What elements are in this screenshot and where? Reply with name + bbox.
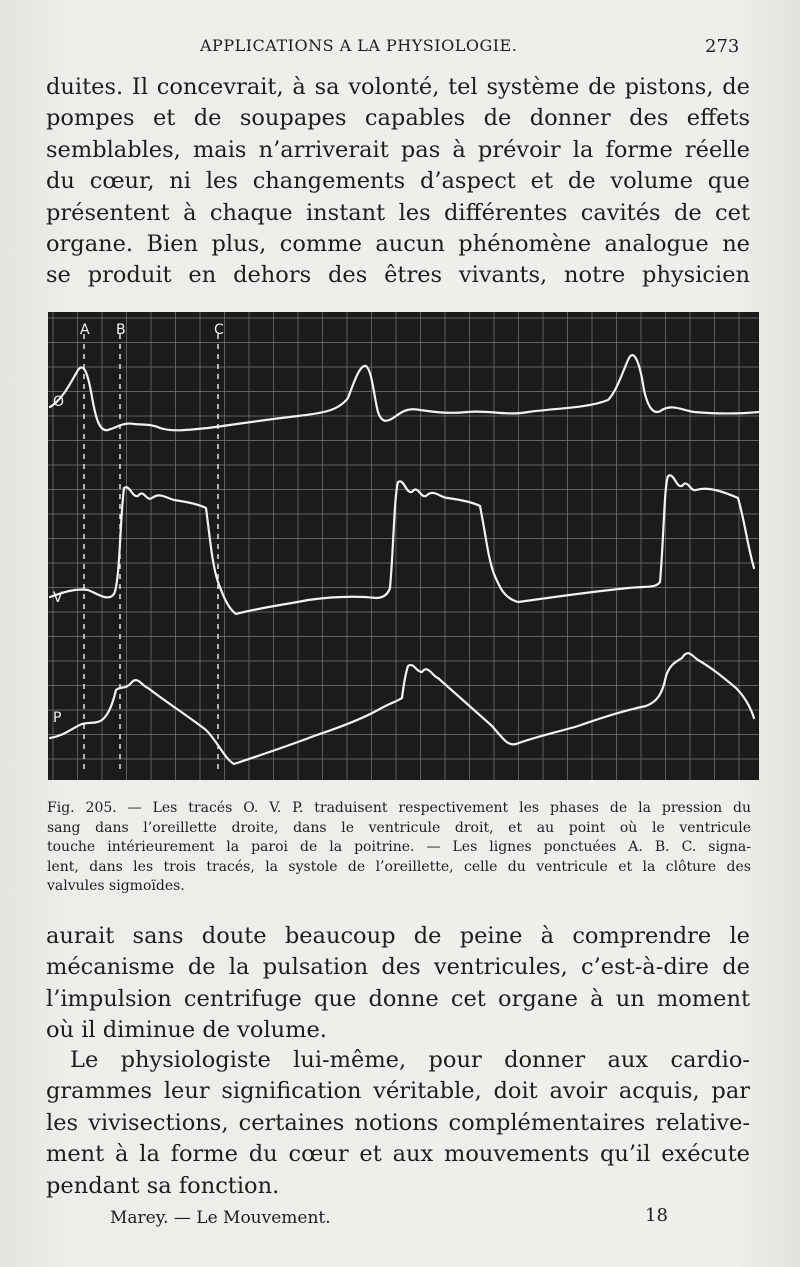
paragraph-middle — [46, 921, 750, 1047]
paragraph-top — [46, 72, 750, 292]
caption-line: valvules sigmoïdes. — [47, 878, 185, 894]
text-line: l’impulsion centrifuge que donne cet organe à un moment — [46, 985, 750, 1012]
text-line: pompes et de soupapes capables de donner des effets — [46, 105, 750, 132]
text-line: présentent à chaque instant les différentes cavités de cet — [46, 199, 750, 226]
trace-label-p: P — [53, 710, 62, 726]
page-footer — [0, 1205, 800, 1235]
text-line: se produit en dehors des êtres vivants, notre physicien — [46, 262, 750, 289]
caption-line: touche intérieurement la paroi de la poitrine. — Les lignes ponctuées A. B. C. signa- — [47, 839, 751, 855]
text-line: du cœur, ni les changements d’aspect et de volume que — [46, 168, 750, 195]
caption-line: Fig. 205. — Les tracés O. V. P. traduisent respectivement les phases de la pression du — [47, 800, 751, 816]
caption-line: lent, dans les trois tracés, la systole de l’oreillette, celle du ventricule et la clôture des — [47, 858, 751, 875]
text-line: les vivisections, certaines notions complémentaires relative- — [46, 1109, 750, 1136]
marker-label-a: A — [80, 322, 90, 338]
footer-author-title: Marey. — Le Mouvement. — [110, 1208, 331, 1228]
trace-label-v: V — [53, 590, 63, 606]
cardiogram-plate — [48, 312, 759, 780]
figure-caption — [47, 799, 751, 897]
caption-line: sang dans l’oreillette droite, dans le ventricule droit, et au point où le ventricule — [47, 819, 751, 836]
text-line: ment à la forme du cœur et aux mouvements qu’il exécute — [46, 1141, 750, 1168]
text-line: grammes leur signification véritable, doit avoir acquis, par — [46, 1078, 750, 1105]
text-line: organe. Bien plus, comme aucun phénomène analogue ne — [46, 231, 750, 258]
signature-mark: 18 — [645, 1205, 668, 1226]
marker-label-b: B — [116, 322, 126, 338]
figure-205-cardiogram — [48, 312, 759, 780]
text-line: mécanisme de la pulsation des ventricules, c’est-à-dire de — [46, 954, 750, 981]
marker-label-c: C — [214, 322, 224, 338]
text-line: semblables, mais n’arriverait pas à prévoir la forme réelle — [46, 136, 750, 163]
running-title: APPLICATIONS A LA PHYSIOLOGIE. — [200, 36, 518, 55]
text-line: pendant sa fonction. — [46, 1172, 280, 1199]
text-line: Le physiologiste lui-même, pour donner aux cardio- — [70, 1047, 750, 1073]
text-line: où il diminue de volume. — [46, 1017, 327, 1044]
text-line: duites. Il concevrait, à sa volonté, tel système de pistons, de — [46, 74, 750, 100]
text-line: aurait sans doute beaucoup de peine à comprendre le — [46, 923, 750, 949]
trace-label-o: O — [53, 394, 65, 410]
running-head — [0, 36, 800, 60]
paragraph-bottom — [46, 1045, 750, 1202]
page-number: 273 — [705, 36, 740, 57]
